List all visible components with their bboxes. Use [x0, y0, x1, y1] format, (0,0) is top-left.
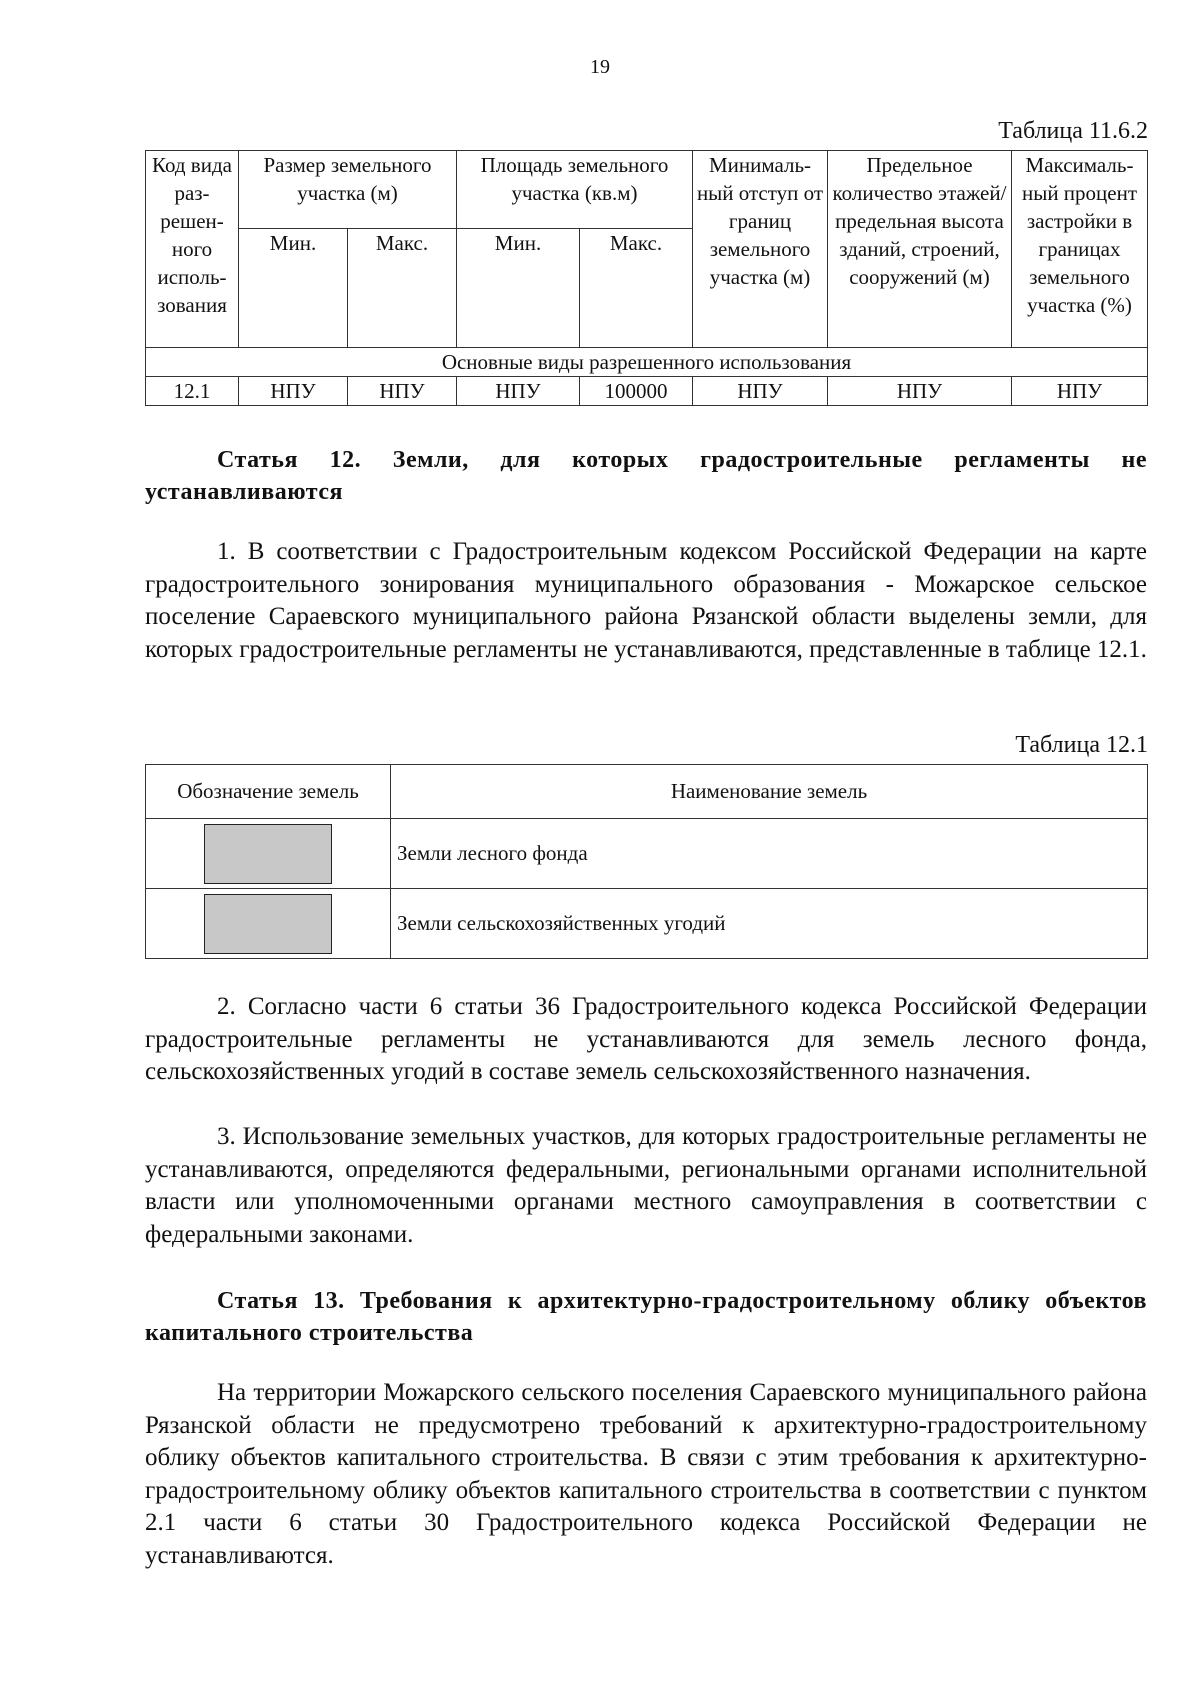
cell-area-max: 100000 [580, 377, 693, 406]
section-label: Основные виды разрешенного использования [146, 348, 1148, 377]
header-floors: Предельное количество этажей/ предельная высота зданий, строений, сооружений (м) [828, 151, 1012, 348]
header-size-min: Мин. [239, 229, 348, 348]
header-symbol: Обозначение земель [146, 765, 391, 819]
cell-floors: НПУ [828, 377, 1012, 406]
article-12-paragraph-1: 1. В соответствии с Градостроительным кодексом Российской Федерации на карте градостроительного зонирования муниципального образования - Можарское сельское поселение Сараевского муниципального района Рязанской области выделены земли, для которых градостроительные регламенты не устанавливаются, представленные в таблице 12.1. [145, 538, 1147, 663]
cell-coverage: НПУ [1012, 377, 1148, 406]
header-coverage: Максималь-ный процент застройки в границах земельного участка (%) [1012, 151, 1148, 348]
article-13-paragraph-1: На территории Можарского сельского поселения Сараевского муниципального района Рязанской области не предусмотрено требований к архитектурно-градостроительному облику объектов капитального строительства. В связи с этим требования к архитектурно-градостроительному облику объектов капитального строительства в соответствии с пунктом 2.1 части 6 статьи 30 Градостроительного кодекса Российской Федерации не устанавливаются. [145, 1379, 1147, 1569]
header-land-name: Наименование земель [391, 765, 1148, 819]
table-12-1 [145, 764, 1148, 959]
header-area: Площадь земельного участка (кв.м) [457, 151, 693, 229]
agricultural-land-swatch [204, 894, 332, 954]
forest-fund-swatch [204, 824, 332, 884]
header-size: Размер земельного участка (м) [239, 151, 457, 229]
page-number: 19 [590, 56, 610, 78]
header-size-max: Макс. [348, 229, 457, 348]
article-12-paragraph-3: 3. Использование земельных участков, для которых градостроительные регламенты не устанавливаются, определяются федеральными, региональными органами исполнительной власти или уполномоченными органами местного самоуправления в соответствии с федеральными законами. [145, 1123, 1147, 1248]
cell-setback: НПУ [693, 377, 828, 406]
table-row [146, 819, 1148, 889]
table-row [146, 377, 1148, 406]
header-setback: Минималь-ный отступ от границ земельного участка (м) [693, 151, 828, 348]
header-area-max: Макс. [580, 229, 693, 348]
table-11-6-2-caption: Таблица 11.6.2 [998, 118, 1148, 144]
table-11-6-2 [145, 150, 1148, 406]
header-code: Код вида раз-решен-ного исполь-зования [146, 151, 239, 348]
land-name-forest: Земли лесного фонда [391, 819, 1148, 889]
cell-code: 12.1 [146, 377, 239, 406]
cell-size-min: НПУ [239, 377, 348, 406]
header-area-min: Мин. [457, 229, 580, 348]
article-13-heading: Статья 13. Требования к архитектурно-градостроительному облику объектов капитального строительства [145, 1288, 1147, 1346]
article-12-heading: Статья 12. Земли, для которых градостроительные регламенты не устанавливаются [145, 447, 1147, 505]
article-12-paragraph-2: 2. Согласно части 6 статьи 36 Градостроительного кодекса Российской Федерации градостроительные регламенты не устанавливаются для земель лесного фонда, сельскохозяйственных угодий в составе земель сельскохозяйственного назначения. [145, 993, 1147, 1085]
cell-area-min: НПУ [457, 377, 580, 406]
table-row [146, 889, 1148, 959]
table-12-1-caption: Таблица 12.1 [1015, 732, 1148, 758]
cell-size-max: НПУ [348, 377, 457, 406]
land-name-agricultural: Земли сельскохозяйственных угодий [391, 889, 1148, 959]
